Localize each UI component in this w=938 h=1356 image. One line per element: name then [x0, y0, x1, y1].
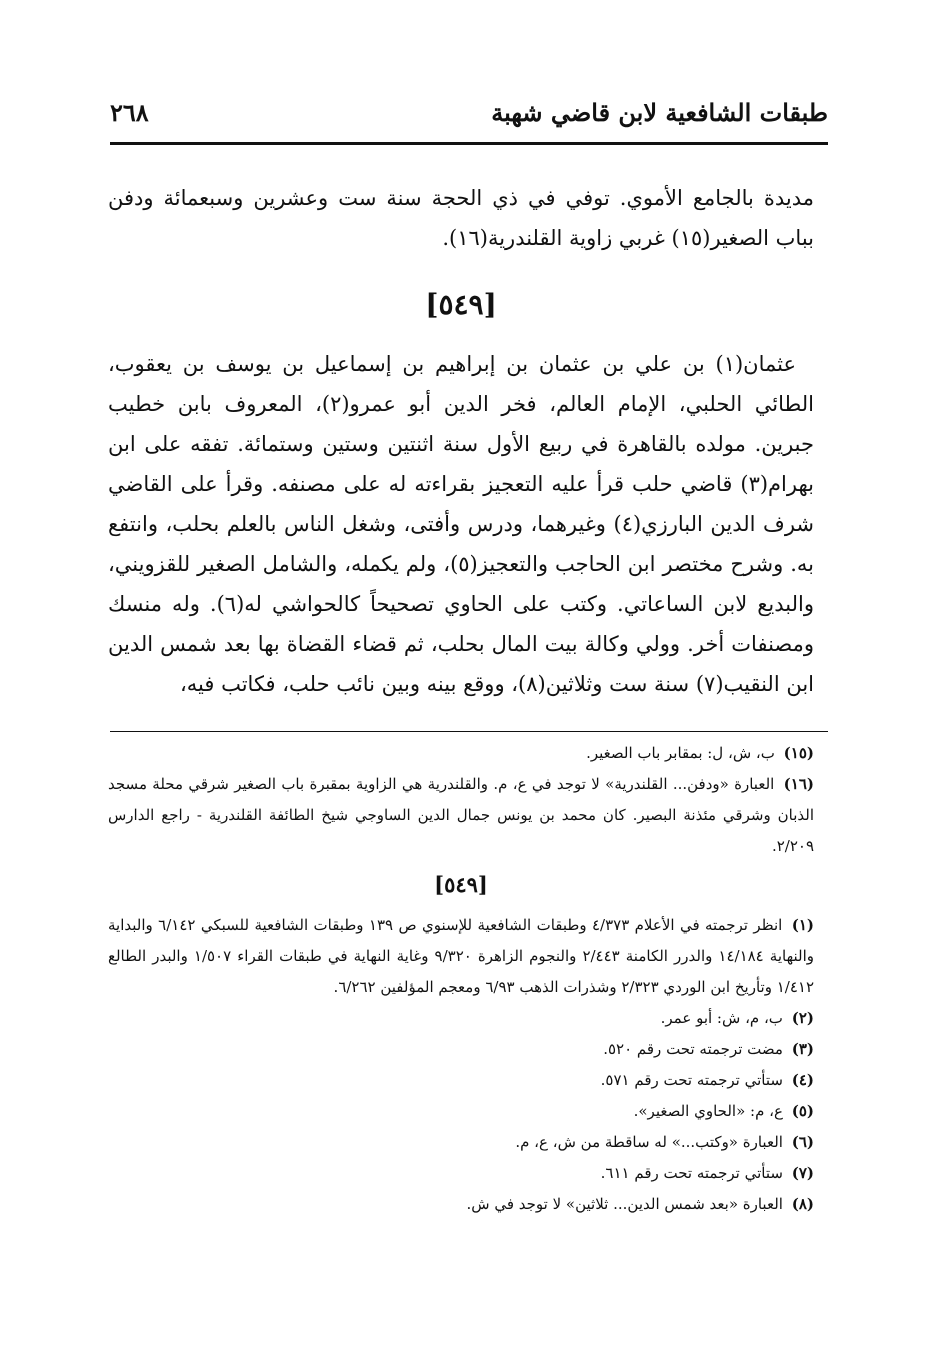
footnote-text: ع، م: «الحاوي الصغير».	[633, 1102, 783, 1120]
footnote-text: ب، ش، ل: بمقابر باب الصغير.	[586, 744, 775, 762]
footnote-number: (١)	[791, 916, 814, 934]
opening-paragraph: مديدة بالجامع الأموي. توفي في ذي الحجة سنة ست وعشرين وسبعمائة ودفن بباب الصغير(١٥) غربي زاوية القلندرية(١٦).	[108, 186, 814, 250]
main-text-block	[108, 178, 814, 704]
footnote-7	[108, 1158, 814, 1189]
footnotes-section	[108, 738, 814, 1220]
page-header	[110, 92, 828, 132]
footnote-8	[108, 1189, 814, 1220]
footnote-5	[108, 1096, 814, 1127]
footnote-text: ستأتي ترجمته تحت رقم ٦١١.	[600, 1164, 783, 1182]
footnote-1	[108, 910, 814, 1003]
footnote-number: (٥)	[791, 1102, 814, 1120]
footnote-4	[108, 1065, 814, 1096]
footnote-entry-number: [٥٤٩]	[434, 872, 488, 897]
page-number: ٢٦٨	[110, 97, 149, 127]
footnote-number: (٦)	[791, 1133, 814, 1151]
entry-paragraph: عثمان(١) بن علي بن عثمان بن إبراهيم بن إسماعيل بن يوسف بن يعقوب، الطائي الحلبي، الإمام العالم، فخر الدين أبو عمرو(٢)، المعروف بابن خطيب جبرين. مولده بالقاهرة في ربيع الأول سنة اثنتين وستين وستمائة. تفقه على ابن بهرام(٣) قاضي حلب قرأ عليه التعجيز بقراءته له على مصنفه. وقرأ على القاضي شرف الدين البارزي(٤) وغيرهما، ودرس وأفتى، وشغل الناس بالعلم بحلب، وانتفع به. وشرح مختصر ابن الحاجب والتعجيز(٥)، ولم يكمله، والشامل الصغير للقزويني، والبديع لابن الساعاتي. وكتب على الحاوي تصحيحاً كالحواشي له(٦). وله منسك ومصنفات أخر. وولي وكالة بيت المال بحلب، ثم قضاء القضاة بها بعد شمس الدين ابن النقيب(٧) سنة ست وثلاثين(٨)، ووقع بينه وبين نائب حلب، فكاتب فيه،	[108, 352, 815, 696]
footnote-16	[108, 769, 814, 862]
footnote-number: (٧)	[791, 1164, 814, 1182]
running-title: طبقات الشافعية لابن قاضي شهبة	[491, 97, 828, 127]
footnote-3	[108, 1034, 814, 1065]
footnote-text: ب، م، ش: أبو عمر.	[660, 1009, 783, 1027]
footnote-number: (٣)	[791, 1040, 814, 1058]
footnote-15	[108, 738, 814, 769]
footnote-text: انظر ترجمته في الأعلام ٤/٣٧٣ وطبقات الشافعية للإسنوي ص ١٣٩ وطبقات الشافعية للسبكي ٦/١٤٢ والبداية والنهاية ١٤/١٨٤ والدرر الكامنة ٢/٤٤٣ والنجوم الزاهرة ٩/٣٢٠ وغاية النهاية في طبقات القراء ١/٥٠٧ والبدر الطالع ١/٤١٢ وتأريخ ابن الوردي ٢/٣٢٣ وشذرات الذهب ٦/٩٣ ومعجم المؤلفين ٦/٢٦٢.	[108, 916, 815, 996]
footnote-2	[108, 1003, 814, 1034]
footnote-number: (٢)	[791, 1009, 814, 1027]
footnote-number: (٤)	[791, 1071, 814, 1089]
footnote-text: مضت ترجمته تحت رقم ٥٢٠.	[603, 1040, 783, 1058]
footnote-divider	[110, 731, 828, 732]
footnote-text: العبارة «ودفن... القلندرية» لا توجد في ع، م. والقلندرية هي الزاوية بمقبرة باب الصغير شرقي محلة مسجد الذبان وشرقي مئذنة البصير. كان محمد بن يونس جمال الدين الساوجي شيخ الطائفة القلندرية - راجع الدارس ٢/٢٠٩.	[108, 775, 814, 855]
footnote-number: (١٦)	[783, 775, 814, 793]
footnote-6	[108, 1127, 814, 1158]
entry-number: [٥٤٩]	[425, 288, 497, 321]
footnote-text: العبارة «وكتب...» له ساقطة من ش، ع، م.	[515, 1133, 783, 1151]
footnote-text: العبارة «بعد شمس الدين... ثلاثين» لا توجد في ش.	[466, 1195, 783, 1213]
header-divider	[110, 142, 828, 145]
footnote-text: ستأتي ترجمته تحت رقم ٥٧١.	[600, 1071, 783, 1089]
footnote-number: (١٥)	[783, 744, 814, 762]
footnote-number: (٨)	[791, 1195, 814, 1213]
